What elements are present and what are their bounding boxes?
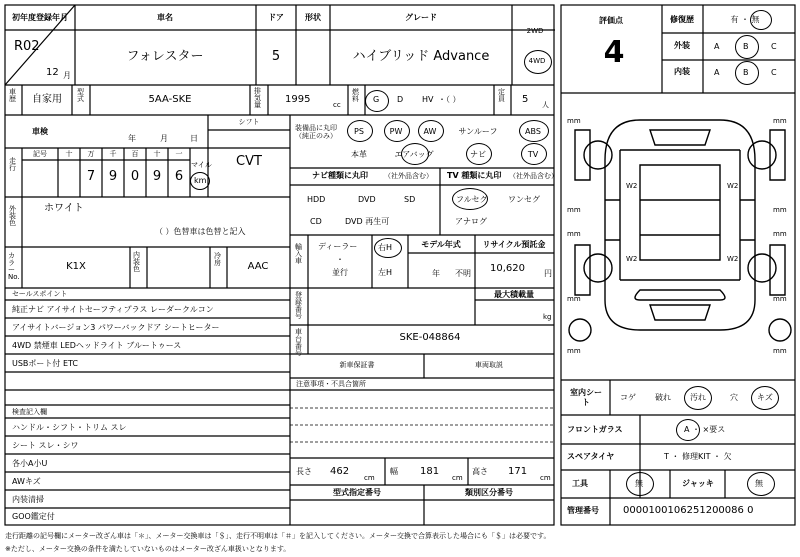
diagram-unit-5: mm <box>773 230 787 238</box>
diagram-unit-3: mm <box>773 206 787 214</box>
sales-point-line-0: 純正ナビ アイサイトセーフティプラス レーダークルコン <box>12 305 214 314</box>
seat-burn: コゲ <box>620 393 636 402</box>
width-value: 181 <box>420 466 440 477</box>
length-value: 462 <box>330 466 350 477</box>
displacement-unit: cc <box>333 101 341 109</box>
tools-none-circle <box>626 472 654 496</box>
category-label: 類別区分番号 <box>465 488 513 497</box>
exterior-grade-label: 外装 <box>674 41 690 50</box>
management-label: 管理番号 <box>567 506 599 515</box>
mileage-digit-1: 9 <box>108 169 118 184</box>
equip-tv: TV <box>527 150 539 159</box>
exterior-grade-b: B <box>743 42 749 51</box>
mileage-head-5: 十 <box>153 150 161 158</box>
equip-navi-circle <box>466 143 492 165</box>
windshield-label: フロントガラス <box>567 425 623 434</box>
spare-value: T ・ 修理KIT ・ 欠 <box>664 452 732 461</box>
navi-hdd: HDD <box>307 195 326 204</box>
inspector-label: 検査記入欄 <box>12 408 47 416</box>
height-value: 171 <box>508 466 528 477</box>
equip-pw-circle <box>384 120 410 142</box>
diagram-unit-9: mm <box>773 347 787 355</box>
inspection-label: 車検 <box>32 127 48 136</box>
mileage-head-3: 千 <box>109 150 117 158</box>
jack-label: ジャッキ <box>682 479 714 488</box>
windshield-a-circle <box>676 419 700 441</box>
displacement-value: 1995 <box>285 94 311 105</box>
chassis-label: 車台番号 <box>295 328 302 357</box>
equip-abs-circle <box>519 120 549 142</box>
interior-grade-label: 内装 <box>674 67 690 76</box>
width-unit: cm <box>452 474 463 482</box>
equip-navi: ナビ <box>470 150 486 159</box>
equip-ps: PS <box>354 127 364 136</box>
drive-2wd: 2WD <box>526 27 544 35</box>
grade-label: グレード <box>405 13 437 22</box>
exterior-value: ホワイト <box>44 203 84 214</box>
navi-dvd: DVD <box>358 195 376 204</box>
jack-none-circle <box>747 472 775 496</box>
seat-stain-circle <box>684 386 712 410</box>
tv-label: TV 種類に丸印 <box>447 171 502 180</box>
mileage-head-0: 記号 <box>33 150 47 158</box>
sales-point-line-1: アイサイトバージョン3 パワーバックドア シートヒーター <box>12 323 220 332</box>
inspector-line-4: 内装清掃 <box>12 495 44 504</box>
exterior-label: 外装色 <box>9 205 16 227</box>
fuel-hv: HV <box>422 95 434 104</box>
equip-ps-circle <box>347 120 373 142</box>
navi-dvd-play: DVD 再生可 <box>345 217 390 226</box>
interior-grade-c: C <box>771 68 777 77</box>
navi-label: ナビ種類に丸印 <box>312 171 368 180</box>
equipment-label: 装備品に丸印（純正のみ） <box>295 124 337 141</box>
appraisal-sheet <box>5 5 795 525</box>
car-name: フォレスター <box>126 49 204 64</box>
import-rhd: 右H <box>378 243 393 252</box>
door-count: 5 <box>271 49 281 64</box>
navi-sd: SD <box>404 195 416 204</box>
chassis-value: SKE-048864 <box>399 332 461 343</box>
fuel-g: G <box>373 95 380 104</box>
seat-tear: 破れ <box>655 393 671 402</box>
inspection-year-unit: 年 <box>128 134 136 143</box>
registration-label: 登録番号 <box>295 291 302 320</box>
equip-aw: AW <box>423 127 437 136</box>
equip-abs: ABS <box>525 127 541 136</box>
import-rhd-circle <box>374 238 402 258</box>
color-no-value: K1X <box>66 261 86 272</box>
interior-grade-a: A <box>714 68 720 77</box>
model-value: 5AA-SKE <box>148 94 192 105</box>
inspection-day-unit: 日 <box>190 134 198 143</box>
diagram-mark-w2-0: W2 <box>626 182 638 190</box>
seat-scratch: キズ <box>757 393 773 402</box>
tv-oneseg: ワンセグ <box>508 195 540 204</box>
notes-label: 注意事項・不具合箇所 <box>296 380 366 388</box>
exterior-grade-circle <box>735 35 759 59</box>
shape-label: 形状 <box>305 13 321 22</box>
height-unit: cm <box>540 474 551 482</box>
repair-value: 有 ・ 無 <box>730 15 760 24</box>
mileage-head-2: 万 <box>87 150 95 158</box>
model-year-unknown: 不明 <box>455 269 471 278</box>
mileage-label: 走行 <box>9 157 16 172</box>
manual-label: 車両取説 <box>475 361 503 369</box>
mileage-head-1: 十 <box>65 150 73 158</box>
mileage-digit-2: 0 <box>130 169 140 184</box>
diagram-unit-0: mm <box>567 117 581 125</box>
equip-tv-circle <box>521 143 547 165</box>
mileage-digit-3: 9 <box>152 169 162 184</box>
equip-sunroof: サンルーフ <box>458 127 498 136</box>
inspector-line-1: シート スレ・シワ <box>12 441 79 450</box>
footer-note-1: 走行距離の記号欄にメーター改ざん車は「＊」、メーター交換車は「＄」、走行不明車は「＃」を記入してください。メーター交換で合算表示した場合にも「＄」は必要です。 <box>5 532 551 540</box>
door-label: ドア <box>268 13 284 22</box>
equip-airbag: エアバッグ <box>394 150 434 159</box>
max-load-label: 最大積載量 <box>494 290 534 299</box>
fuel-g-circle <box>365 90 389 112</box>
shift-value: CVT <box>236 154 262 169</box>
spare-label: スペアタイヤ <box>567 452 615 461</box>
exterior-note: （ ）色替車は色替と記入 <box>155 227 246 236</box>
sales-point-line-3: USBポート付 ETC <box>12 359 79 368</box>
score-value: 4 <box>603 35 625 70</box>
diagram-unit-1: mm <box>773 117 787 125</box>
drive-4wd: 4WD <box>528 57 546 65</box>
exterior-grade-a: A <box>714 42 720 51</box>
inspector-line-0: ハンドル・シフト・トリム スレ <box>12 423 127 432</box>
import-dot: ・ <box>336 255 344 264</box>
seat-hole: 穴 <box>730 393 738 402</box>
equip-aw-circle <box>418 120 444 142</box>
capacity-value: 5 <box>522 94 529 105</box>
recycle-label: リサイクル預託金 <box>482 240 546 249</box>
seat-stain: 汚れ <box>690 393 706 402</box>
interior-color-label: 内装色 <box>133 251 140 273</box>
diagram-unit-8: mm <box>567 347 581 355</box>
navi-cd: CD <box>310 217 322 226</box>
ac-value: AAC <box>247 261 269 272</box>
usage-value: 自家用 <box>32 94 62 105</box>
mileage-digit-4: 6 <box>174 169 184 184</box>
recycle-unit: 円 <box>544 269 552 278</box>
import-parallel: 並行 <box>332 268 348 277</box>
management-value: 0000100106251200086 0 <box>623 505 754 516</box>
color-no-label: カラーNo. <box>8 252 20 281</box>
max-load-unit: kg <box>543 313 552 321</box>
equip-pw: PW <box>389 127 403 136</box>
reg-month: 12 <box>46 67 59 78</box>
reg-year: R02 <box>14 39 40 54</box>
model-year-label: モデル年式 <box>421 240 461 249</box>
ac-label: 冷房 <box>214 252 221 267</box>
length-unit: cm <box>364 474 375 482</box>
footer-note-2: ※ただし、メーター交換の条件を満たしていないものはメーター改ざん車扱いとなります。 <box>5 545 291 553</box>
diagram-unit-2: mm <box>567 206 581 214</box>
new-car-warranty-label: 新車保証書 <box>339 361 375 369</box>
interior-seat-label: 室内シート <box>570 388 602 408</box>
grade-value: ハイブリッド Advance <box>352 49 490 64</box>
drive-4wd-circle <box>524 50 552 74</box>
diagram-unit-6: mm <box>567 295 581 303</box>
seat-scratch-circle <box>751 386 779 410</box>
tv-analog: アナログ <box>455 217 487 226</box>
tools-label: 工具 <box>572 479 588 488</box>
repair-label: 修復歴 <box>670 15 694 24</box>
mileage-digit-0: 7 <box>86 169 96 184</box>
mileage-head-6: 一 <box>175 150 183 158</box>
displacement-label: 排気量 <box>254 87 261 109</box>
capacity-label: 定員 <box>498 88 505 103</box>
model-label: 型式 <box>77 88 84 103</box>
type-designation-label: 型式指定番号 <box>333 488 381 497</box>
inspection-month-unit: 月 <box>160 134 168 143</box>
mileage-head-4: 百 <box>131 150 139 158</box>
tv-label-small: （社外品含む） <box>509 172 558 180</box>
diagram-mark-w2-3: W2 <box>727 255 739 263</box>
inspector-line-3: AWキズ <box>12 477 41 486</box>
reg-month-unit: 月 <box>63 71 71 80</box>
capacity-unit: 人 <box>542 101 549 109</box>
equip-airbag-circle <box>401 143 429 165</box>
sales-points-label: セールスポイント <box>12 290 68 298</box>
mileage-km-circle <box>190 172 210 190</box>
recycle-value: 10,620 <box>490 263 525 274</box>
score-label: 評価点 <box>599 16 623 25</box>
mileage-unit-mile: マイル <box>191 161 212 169</box>
fuel-paren: ・（ ） <box>438 95 461 104</box>
usage-label: 車歴 <box>9 88 16 103</box>
diagram-mark-w2-1: W2 <box>727 182 739 190</box>
equip-leather: 本革 <box>351 150 367 159</box>
jack-value: 無 <box>755 479 763 488</box>
interior-grade-b: B <box>743 68 749 77</box>
tv-fullseg-circle <box>452 188 488 210</box>
inspector-line-5: GOO鑑定付 <box>12 512 55 521</box>
model-year-unit: 年 <box>432 269 440 278</box>
diagram-unit-7: mm <box>773 295 787 303</box>
import-label: 輸入車 <box>295 243 302 265</box>
diagram-unit-4: mm <box>567 230 581 238</box>
length-label: 長さ <box>296 467 312 476</box>
diagram-mark-w2-2: W2 <box>626 255 638 263</box>
fuel-d: D <box>397 95 404 104</box>
repair-none-circle <box>750 10 772 30</box>
navi-label-small: （社外品含む） <box>384 172 433 180</box>
exterior-grade-c: C <box>771 42 777 51</box>
sales-point-line-2: 4WD 禁煙車 LEDヘッドライト ブルートゥース <box>12 341 182 350</box>
width-label: 幅 <box>390 467 398 476</box>
mileage-unit-km: km <box>194 176 207 185</box>
windshield-value: A ・ ×要ス <box>684 425 726 434</box>
tv-fullseg: フルセグ <box>456 195 488 204</box>
shift-label: シフト <box>238 118 260 126</box>
import-lhd: 左H <box>378 268 393 277</box>
tools-value: 無 <box>635 479 643 488</box>
inspector-line-2: 各小A小U <box>12 459 48 468</box>
first-reg-label: 初年度登録年月 <box>12 13 68 22</box>
import-dealer: ディーラー <box>318 242 358 251</box>
fuel-label: 燃料 <box>352 88 359 103</box>
height-label: 高さ <box>472 467 488 476</box>
car-name-label: 車名 <box>157 13 173 22</box>
interior-grade-circle <box>735 61 759 85</box>
